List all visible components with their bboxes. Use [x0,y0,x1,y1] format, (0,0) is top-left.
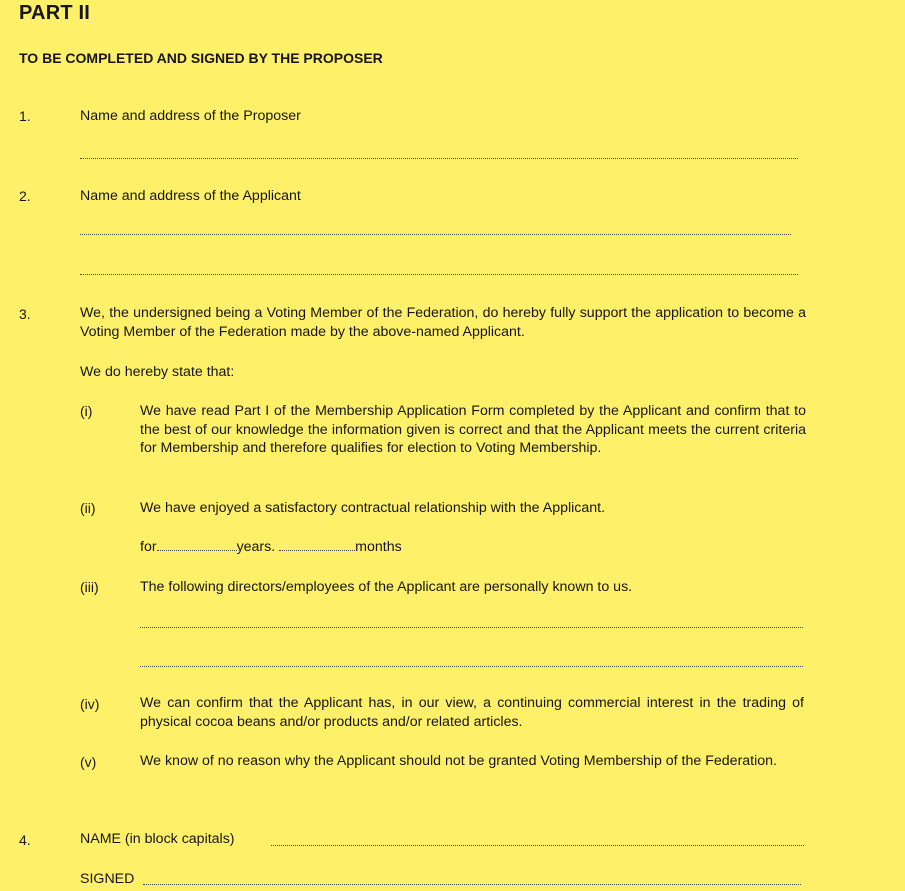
subitem-ii-number: (ii) [80,500,96,516]
subitem-iii-number: (iii) [80,579,99,595]
years-label: years. [236,539,276,555]
page-subtitle: TO BE COMPLETED AND SIGNED BY THE PROPOSER [19,50,383,66]
subitem-iv-number: (iv) [80,696,100,712]
subitem-v-text: We know of no reason why the Applicant should not be granted Voting Membership of the Federation. [140,753,777,769]
item-2-number: 2. [19,188,31,204]
directors-line-2[interactable] [140,666,803,667]
item-1-label: Name and address of the Proposer [80,108,301,124]
subitem-iv-text: We can confirm that the Applicant has, in our view, a continuing commercial interest in the trading of physical cocoa beans and/or products and/or related articles. [140,695,804,730]
months-field[interactable] [279,540,355,551]
signed-label: SIGNED [80,871,135,887]
item-1-number: 1. [19,108,31,124]
applicant-address-line-1[interactable] [80,234,791,235]
applicant-address-line-2[interactable] [80,274,798,275]
item-2-label: Name and address of the Applicant [80,188,301,204]
years-field[interactable] [157,540,237,551]
item-3-paragraph: We, the undersigned being a Voting Member of the Federation, do hereby fully support the application to become a Voting Member of the Federation made by the above-named Applicant. [80,305,806,340]
proposer-address-line[interactable] [80,158,798,159]
item-3-number: 3. [19,306,31,322]
subitem-i-text: We have read Part I of the Membership Application Form completed by the Applicant and confirm that to the best of our knowledge the information given is correct and that the Applicant meets the current criteria for Membership and therefore qualifies for election to Voting Membership. [140,403,806,456]
subitem-iii-text: The following directors/employees of the Applicant are personally known to us. [140,579,633,595]
name-label: NAME (in block capitals) [80,831,235,847]
item-4-number: 4. [19,832,31,848]
duration-row [140,538,402,556]
months-label: months [355,539,402,555]
directors-line-1[interactable] [140,627,803,628]
signature-field[interactable] [143,884,801,885]
page-title: PART II [19,2,91,24]
subitem-v-number: (v) [80,754,97,770]
state-intro: We do hereby state that: [80,364,235,380]
subitem-i-number: (i) [80,403,93,419]
for-label: for [140,539,157,555]
subitem-ii-text: We have enjoyed a satisfactory contractual relationship with the Applicant. [140,500,606,516]
name-field[interactable] [271,845,804,846]
